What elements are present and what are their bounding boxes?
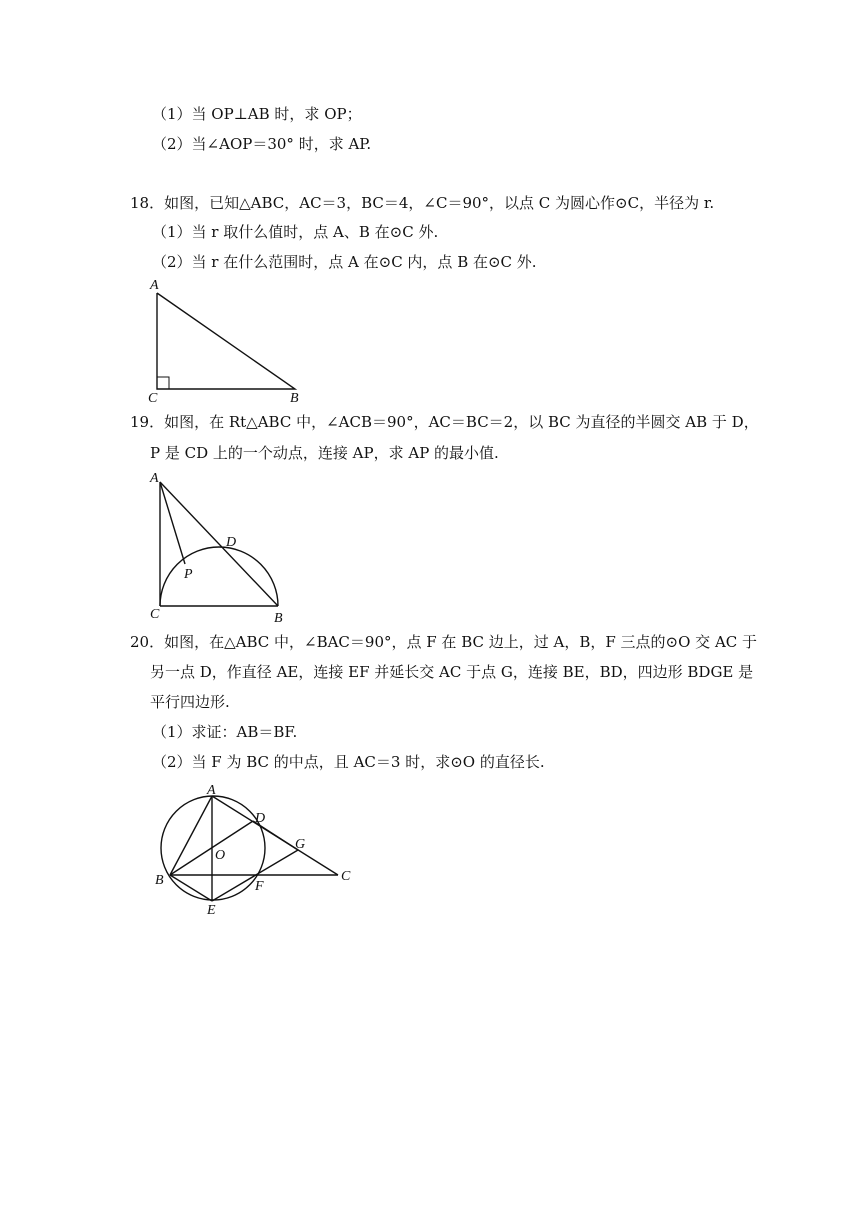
q18-label-c: C [148, 391, 158, 405]
q19-semicircle-figure [140, 468, 300, 628]
q20-label-g: G [295, 837, 306, 852]
q20-label-c: C [341, 869, 351, 884]
q19-stem-line1: 19．如图，在 Rt△ABC 中，∠ACB＝90°，AC＝BC＝2，以 BC 为直径的半圆交 AB 于 D， [130, 413, 759, 431]
q19-label-a: A [150, 471, 159, 486]
q20-label-o: O [215, 848, 226, 863]
q20-circle-figure [145, 780, 365, 920]
q18-part1: （1）当 r 取什么值时，点 A、B 在⊙C 外. [152, 223, 439, 241]
q18-triangle-figure [140, 275, 320, 405]
q20-label-d: D [255, 811, 266, 826]
q19-stem-line2: P 是 CD 上的一个动点，连接 AP，求 AP 的最小值. [150, 444, 499, 462]
q18-label-a: A [150, 278, 159, 293]
q19-label-b: B [274, 611, 283, 626]
q17-part2: （2）当∠AOP＝30° 时，求 AP. [152, 135, 372, 153]
q20-stem-line1: 20．如图，在△ABC 中，∠BAC＝90°，点 F 在 BC 边上，过 A，B，F 三点的⊙O 交 AC 于 [130, 633, 758, 651]
q20-part2: （2）当 F 为 BC 的中点，且 AC＝3 时，求⊙O 的直径长. [152, 753, 545, 771]
q20-part1: （1）求证：AB＝BF. [152, 723, 298, 741]
q18-part2: （2）当 r 在什么范围时，点 A 在⊙C 内，点 B 在⊙C 外. [152, 253, 537, 271]
q19-label-d: D [226, 535, 237, 550]
q20-label-b: B [155, 873, 164, 888]
q18-stem: 18．如图，已知△ABC，AC＝3，BC＝4，∠C＝90°，以点 C 为圆心作⊙C，半径为 r. [130, 194, 715, 212]
q20-label-f: F [255, 879, 264, 894]
q17-part1: （1）当 OP⊥AB 时，求 OP； [152, 105, 362, 123]
q20-label-e: E [207, 903, 216, 918]
q19-label-p: P [184, 567, 193, 582]
q19-label-c: C [150, 607, 160, 622]
q20-label-a: A [207, 783, 216, 798]
q20-stem-line2: 另一点 D，作直径 AE，连接 EF 并延长交 AC 于点 G，连接 BE，BD，四边形 BDGE 是 [150, 663, 754, 681]
q20-stem-line3: 平行四边形. [150, 693, 230, 711]
q18-label-b: B [290, 391, 299, 405]
